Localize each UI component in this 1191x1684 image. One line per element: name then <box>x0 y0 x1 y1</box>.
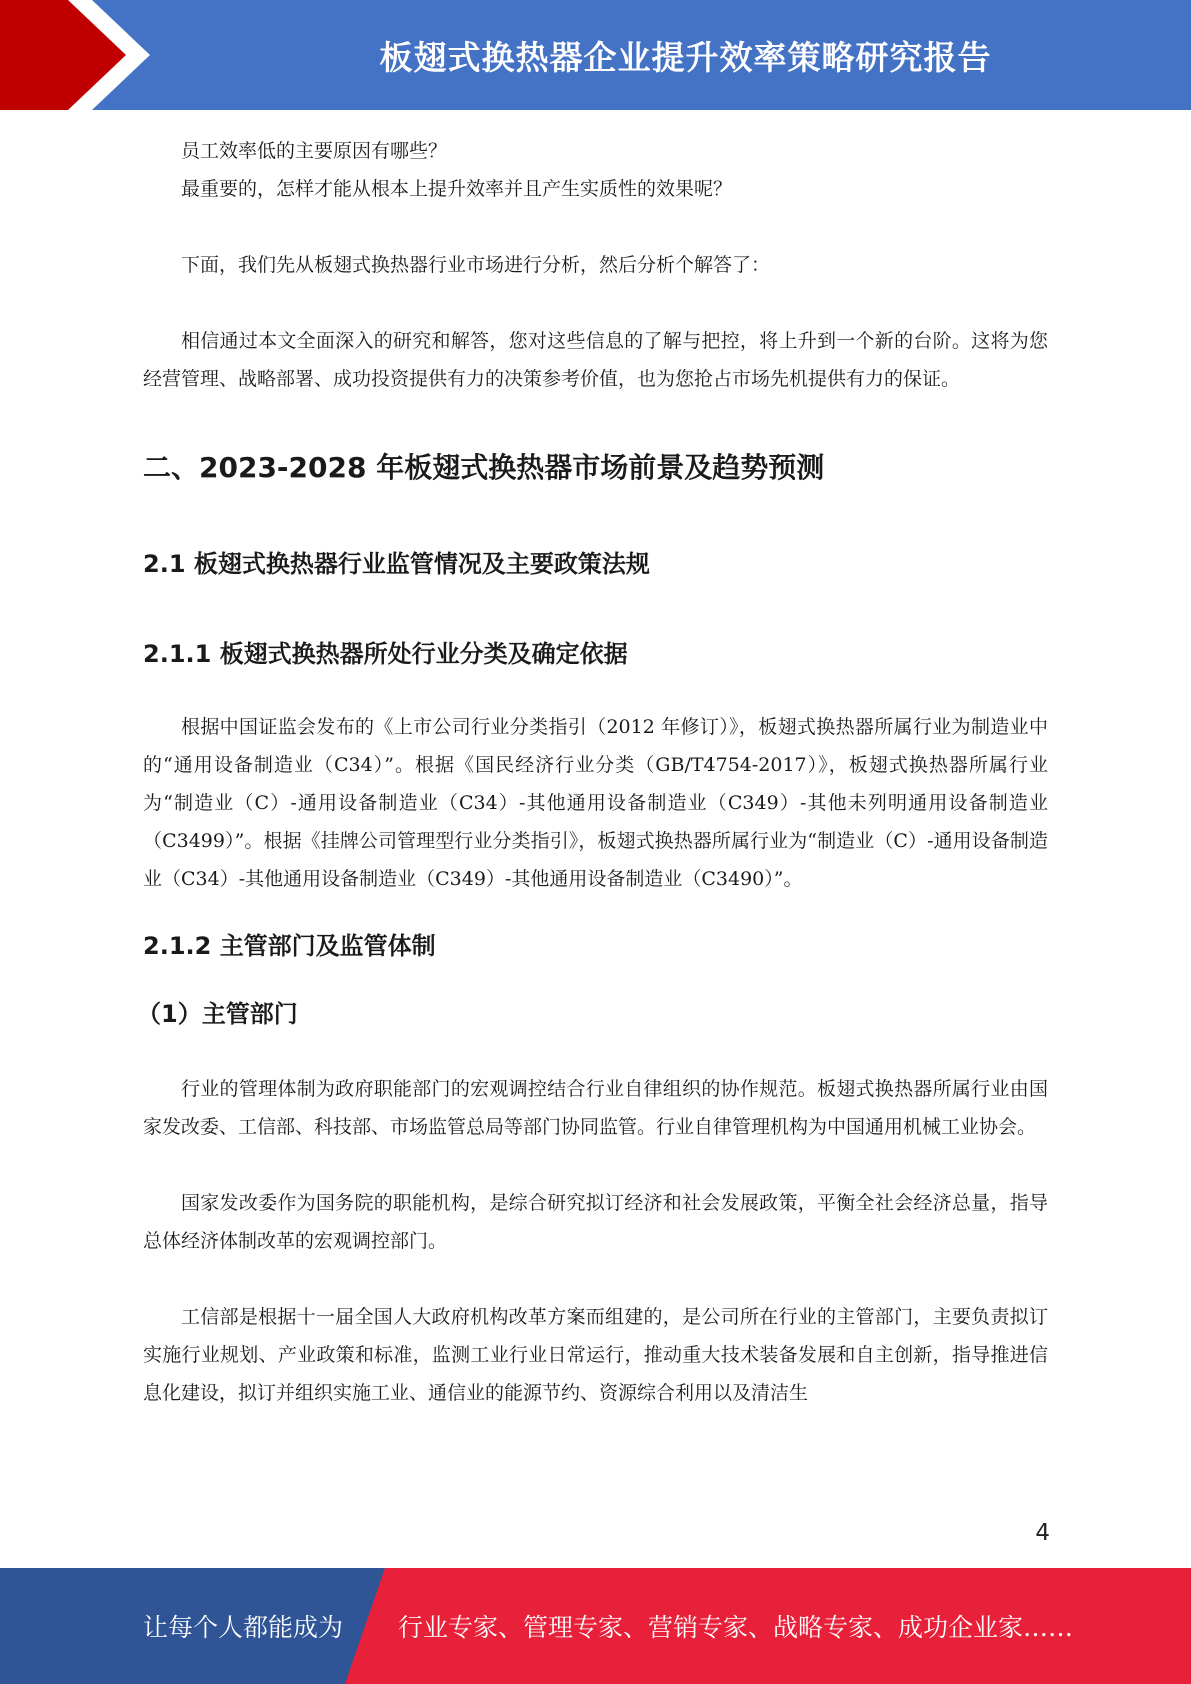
header-banner <box>0 0 1191 110</box>
paragraph-question-2: 最重要的，怎样才能从根本上提升效率并且产生实质性的效果呢？ <box>181 178 733 200</box>
paragraph-question-1: 员工效率低的主要原因有哪些？ <box>181 140 448 162</box>
page-number: 4 <box>1035 1520 1050 1546</box>
subsection-heading-2-1-1: 2.1.1 板翅式换热器所处行业分类及确定依据 <box>143 640 628 668</box>
paragraph-miit: 工信部是根据十一届全国人大政府机构改革方案而组建的，是公司所在行业的主管部门，主要负责拟订实施行业规划、产业政策和标准，监测工业行业日常运行，推动重大技术装备发展和自主创新，指导推进信息化建设，拟订并组织实施工业、通信业的能源节约、资源综合利用以及清洁生 <box>143 1306 1048 1404</box>
footer-slogan-right: 行业专家、管理专家、营销专家、战略专家、成功企业家…… <box>398 1613 1074 1642</box>
header-arrow-decoration <box>0 0 160 110</box>
subsection-heading-2-1-2: 2.1.2 主管部门及监管体制 <box>143 932 436 960</box>
subsection-heading-2-1: 2.1 板翅式换热器行业监管情况及主要政策法规 <box>143 550 650 578</box>
report-title: 板翅式换热器企业提升效率策略研究报告 <box>379 37 992 77</box>
heading-authority: （1）主管部门 <box>137 1000 298 1028</box>
footer-slogan-left: 让每个人都能成为 <box>143 1613 344 1642</box>
document-body <box>137 132 1048 1412</box>
paragraph-intro: 下面，我们先从板翅式换热器行业市场进行分析，然后分析个解答了： <box>181 254 771 276</box>
footer-banner <box>0 1568 1191 1684</box>
section-heading-2: 二、2023-2028 年板翅式换热器市场前景及趋势预测 <box>143 451 825 484</box>
paragraph-management-system: 行业的管理体制为政府职能部门的宏观调控结合行业自律组织的协作规范。板翅式换热器所属行业由国家发改委、工信部、科技部、市场监管总局等部门协同监管。行业自律管理机构为中国通用机械工业协会。 <box>143 1078 1048 1138</box>
paragraph-industry-classification: 根据中国证监会发布的《上市公司行业分类指引（2012 年修订）》，板翅式换热器所属行业为制造业中的“通用设备制造业（C34）”。根据《国民经济行业分类（GB/T4754-2017）》，板翅式换热器所属行业为“制造业（C）-通用设备制造业（C34）-其他通用设备制造业（C349）-其他未列明通用设备制造业（C3499）”。根据《挂牌公司管理型行业分类指引》，板翅式换热器所属行业为“制造业（C）-通用设备制造业（C34）-其他通用设备制造业（C349）-其他通用设备制造业（C3490）”。 <box>143 716 1048 890</box>
paragraph-value: 相信通过本文全面深入的研究和解答，您对这些信息的了解与把控，将上升到一个新的台阶。这将为您经营管理、战略部署、成功投资提供有力的决策参考价值，也为您抢占市场先机提供有力的保证。 <box>143 330 1048 390</box>
paragraph-ndrc: 国家发改委作为国务院的职能机构，是综合研究拟订经济和社会发展政策，平衡全社会经济总量，指导总体经济体制改革的宏观调控部门。 <box>143 1192 1048 1252</box>
